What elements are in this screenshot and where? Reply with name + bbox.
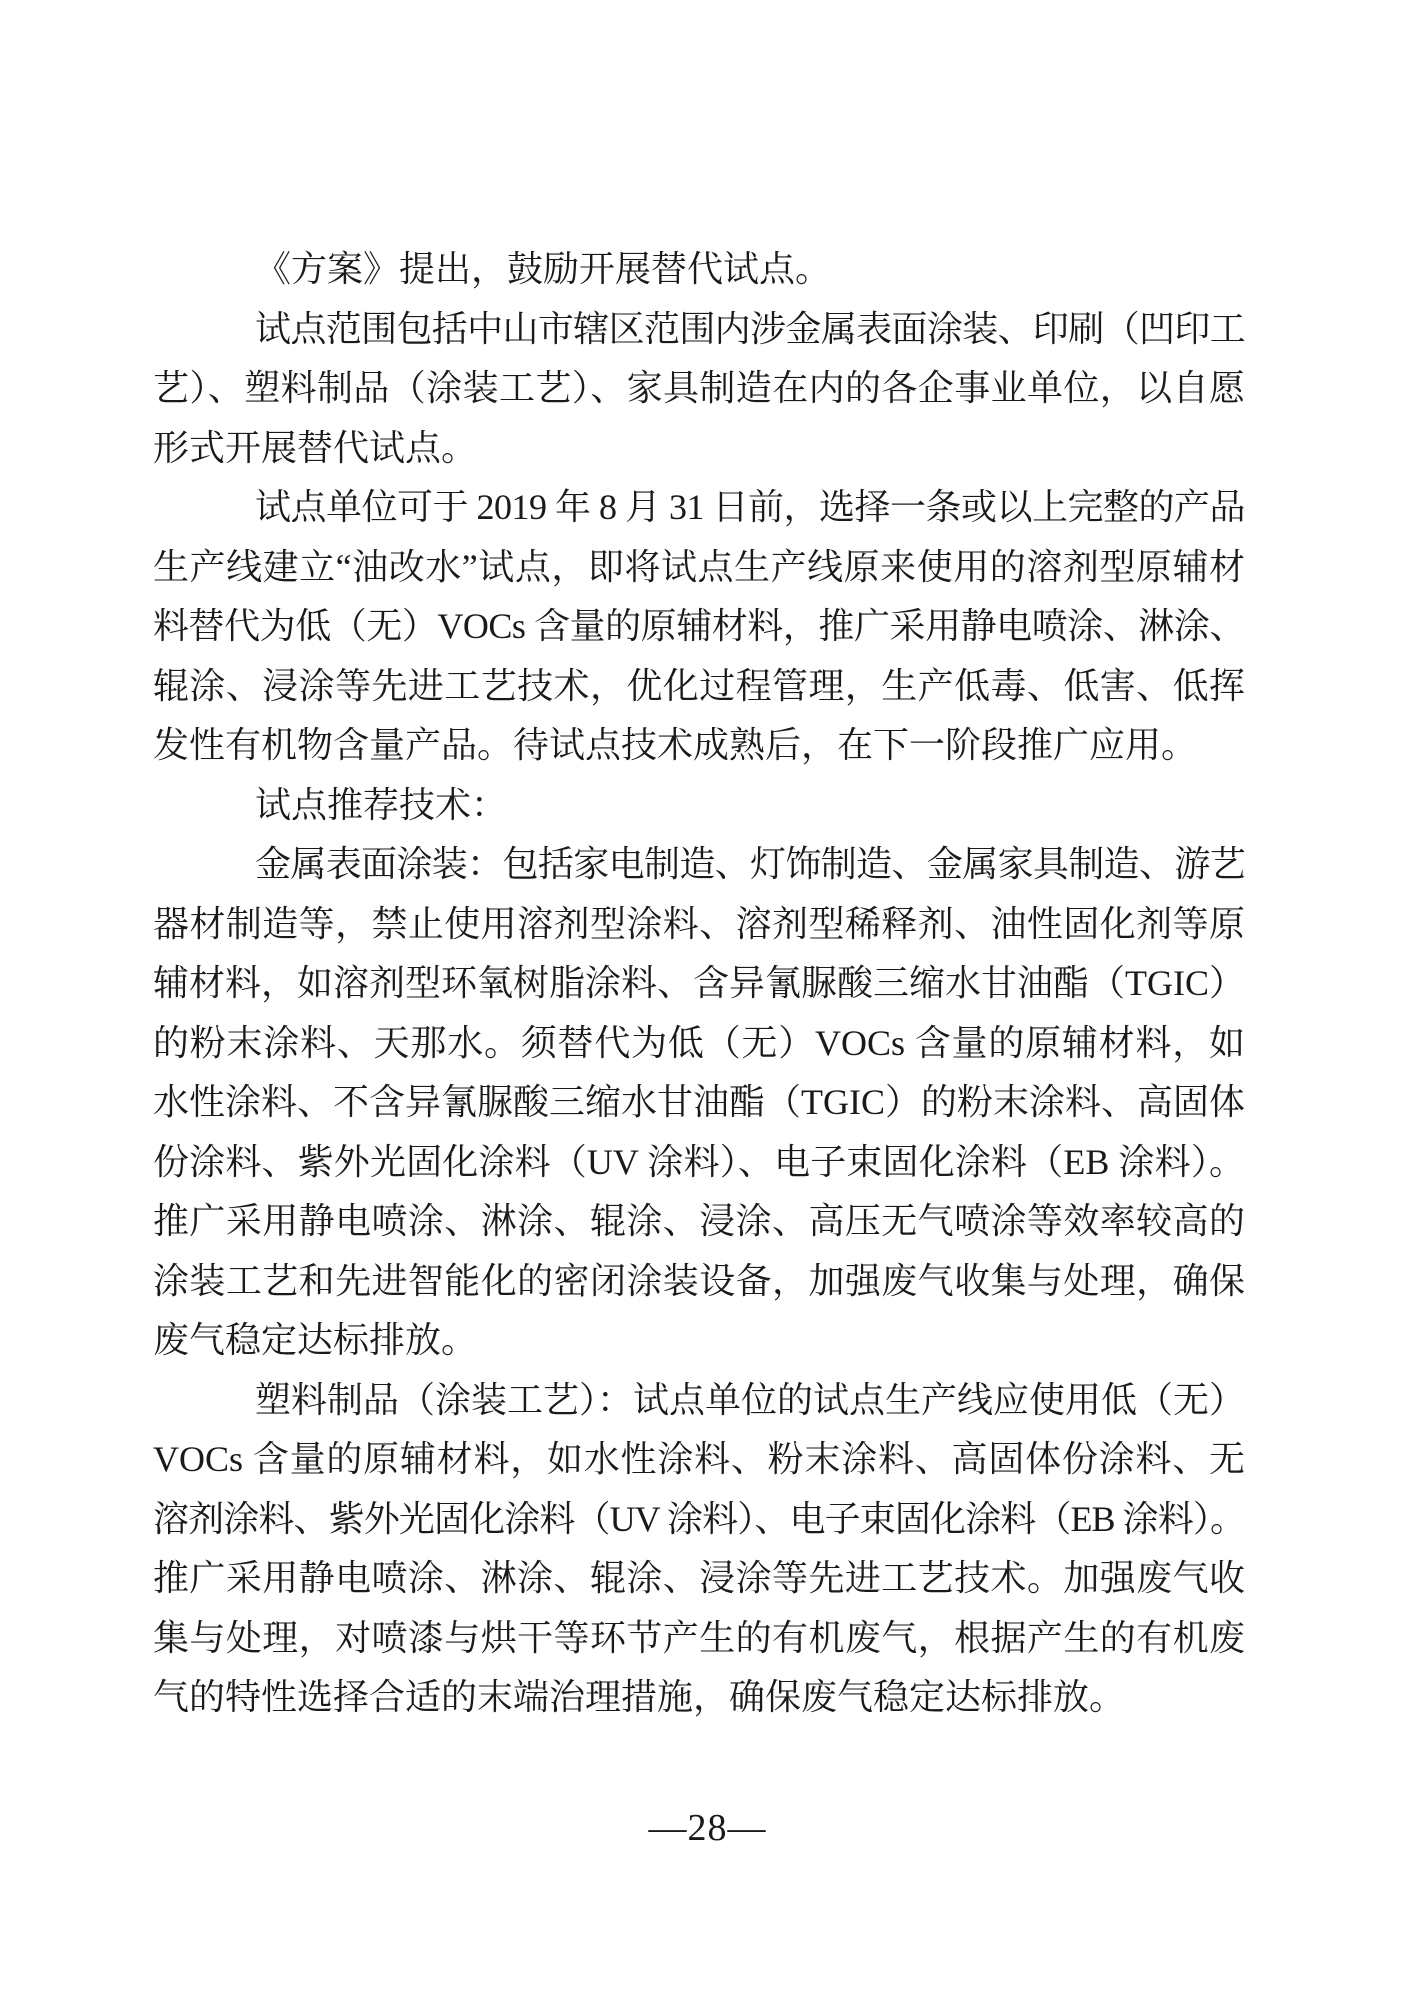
text-line: 器材制造等，禁止使用溶剂型涂料、溶剂型稀释剂、油性固化剂等原 bbox=[153, 903, 1245, 944]
text-line: 集与处理，对喷漆与烘干等环节产生的有机废气，根据产生的有机废 bbox=[153, 1617, 1245, 1658]
text-line: 试点单位可于 2019 年 8 月 31 日前，选择一条或以上完整的产品 bbox=[255, 487, 1245, 527]
text-line: 涂装工艺和先进智能化的密闭涂装设备，加强废气收集与处理，确保 bbox=[153, 1260, 1245, 1301]
text-line: 试点范围包括中山市辖区范围内涉金属表面涂装、印刷（凹印工 bbox=[255, 308, 1245, 349]
text-line: 试点推荐技术： bbox=[255, 784, 508, 825]
text-line: 气的特性选择合适的末端治理措施，确保废气稳定达标排放。 bbox=[153, 1677, 1126, 1717]
text-line: VOCs 含量的原辅材料，如水性涂料、粉末涂料、高固体份涂料、无 bbox=[153, 1439, 1245, 1479]
document-body bbox=[153, 240, 1245, 1728]
text-line: 份涂料、紫外光固化涂料（UV 涂料）、电子束固化涂料（EB 涂料）。 bbox=[153, 1141, 1245, 1182]
text-line: 辅材料，如溶剂型环氧树脂涂料、含异氰脲酸三缩水甘油酯（TGIC） bbox=[153, 963, 1245, 1003]
text-line: 推广采用静电喷涂、淋涂、辊涂、浸涂、高压无气喷涂等效率较高的 bbox=[153, 1201, 1245, 1241]
text-line: 废气稳定达标排放。 bbox=[153, 1320, 478, 1360]
text-line: 辊涂、浸涂等先进工艺技术，优化过程管理，生产低毒、低害、低挥 bbox=[153, 665, 1245, 706]
text-line: 《方案》提出，鼓励开展替代试点。 bbox=[255, 249, 832, 289]
text-line: 推广采用静电喷涂、淋涂、辊涂、浸涂等先进工艺技术。加强废气收 bbox=[153, 1558, 1245, 1598]
text-line: 溶剂涂料、紫外光固化涂料（UV 涂料）、电子束固化涂料（EB 涂料）。 bbox=[153, 1498, 1245, 1539]
text-line: 塑料制品（涂装工艺）：试点单位的试点生产线应使用低（无） bbox=[255, 1379, 1245, 1420]
page-number: —28— bbox=[648, 1807, 767, 1849]
text-line: 形式开展替代试点。 bbox=[153, 427, 478, 468]
text-line: 生产线建立“油改水”试点，即将试点生产线原来使用的溶剂型原辅材 bbox=[153, 546, 1245, 587]
text-line: 发性有机物含量产品。待试点技术成熟后，在下一阶段推广应用。 bbox=[153, 725, 1198, 765]
text-line: 水性涂料、不含异氰脲酸三缩水甘油酯（TGIC）的粉末涂料、高固体 bbox=[153, 1082, 1245, 1122]
text-line: 的粉末涂料、天那水。须替代为低（无）VOCs 含量的原辅材料，如 bbox=[153, 1022, 1245, 1063]
page-footer bbox=[0, 1806, 1415, 1850]
text-line: 料替代为低（无）VOCs 含量的原辅材料，推广采用静电喷涂、淋涂、 bbox=[153, 606, 1245, 646]
text-line: 艺）、塑料制品（涂装工艺）、家具制造在内的各企事业单位，以自愿 bbox=[153, 368, 1245, 408]
text-line: 金属表面涂装：包括家电制造、灯饰制造、金属家具制造、游艺 bbox=[255, 844, 1245, 884]
